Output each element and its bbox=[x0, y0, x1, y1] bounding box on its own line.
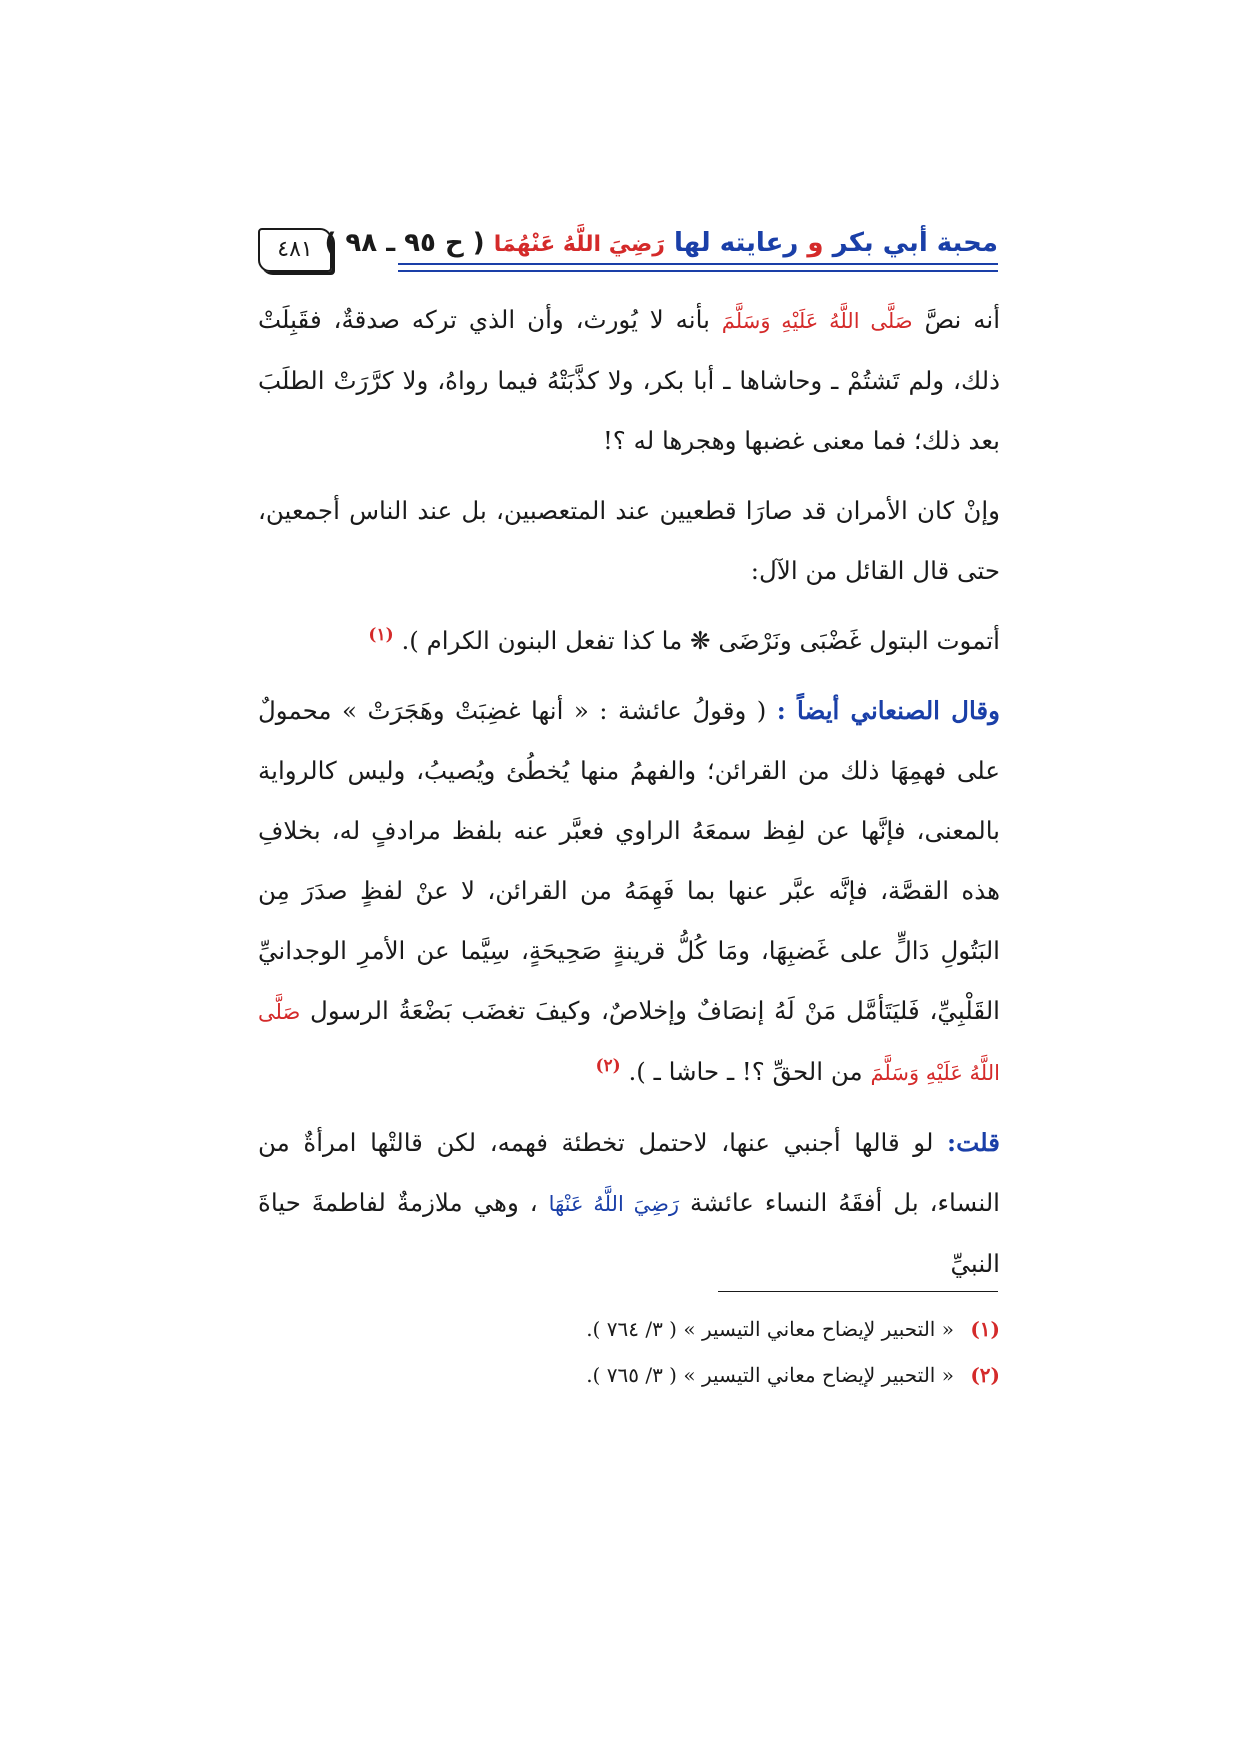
running-header bbox=[258, 228, 998, 272]
quote-lead: وقال الصنعاني أيضاً : bbox=[776, 696, 1000, 725]
header-title-part1: محبة أبي بكر bbox=[832, 228, 998, 258]
header-range: ( ح ٩٥ ـ ٩٨ ) bbox=[324, 228, 485, 258]
footnote-number: (١) bbox=[970, 1317, 1000, 1341]
footnotes bbox=[258, 1306, 1000, 1398]
paragraph-text: أنه نصَّ bbox=[924, 305, 1001, 334]
paragraph bbox=[258, 290, 1000, 471]
poetry-verse bbox=[258, 611, 1000, 671]
running-header-title bbox=[324, 228, 998, 258]
paragraph: وإنْ كان الأمران قد صارَا قطعيين عند المتعصبين، بل عند الناس أجمعين، حتى قال القائل من الآل: bbox=[258, 496, 1000, 585]
paragraph-text: لو قالها أجنبي عنها، لاحتمل تخطئة فهمه، لكن قالتْها امرأةٌ من النساء، بل أفقَهُ النساء عائشة bbox=[258, 1128, 1000, 1217]
footnote-ref-2[interactable]: (٢) bbox=[595, 1055, 621, 1076]
main-text bbox=[258, 290, 1000, 1304]
verse-text: أتموت البتول غَضْبَى ونَرْضَى ❋ ما كذا تفعل البنون الكرام ). bbox=[401, 626, 1000, 655]
footnote-2 bbox=[258, 1352, 1000, 1398]
footnote-text: « التحبير لإيضاح معاني التيسير » ( ٣/ ٧٦٤ ). bbox=[586, 1317, 954, 1341]
paragraph-text: ( وقولُ عائشة : « أنها غضِبَتْ وهَجَرَتْ » محمولٌ على فهمِهَا ذلك من القرائن؛ والفهمُ منها يُخطُئ ويُصيبُ، وليس كالرواية بالمعنى، فإنَّها عن لفِظ سمعَهُ الراوي فعبَّر عنه بلفظ مرادفٍ له، بخلافِ هذه القصَّة، فإنَّه عبَّر عنها بما فَهِمَهُ من القرائن، لا عنْ لفظٍ صدَرَ مِن البَتُولِ دَالٍّ على غَضبِهَا، ومَا كُلُّ قرينةٍ صَحِيحَةٍ، سِيَّما عن الأمرِ الوجدانيِّ القَلْبِيِّ، فَليَتَأمَّل مَنْ لَهُ إنصَافٌ وإخلاصٌ، وكيفَ تغضَب بَضْعَةُ الرسول bbox=[258, 696, 1000, 1025]
footnote-separator bbox=[718, 1291, 998, 1292]
header-title-part2: و bbox=[807, 228, 824, 258]
paragraph-text: من الحقِّ ؟! ـ حاشا ـ ). bbox=[628, 1057, 863, 1086]
paragraph bbox=[258, 1113, 1000, 1294]
footnote-ref-1[interactable]: (١) bbox=[368, 624, 394, 645]
footnote-text: « التحبير لإيضاح معاني التيسير » ( ٣/ ٧٦٥ ). bbox=[586, 1363, 954, 1387]
page-number: ٤٨١ bbox=[258, 228, 332, 272]
author-note-lead: قلت: bbox=[947, 1128, 1000, 1157]
honorific-salutation: صَلَّى اللَّهُ عَلَيْهِ وَسَلَّمَ bbox=[721, 309, 913, 333]
paragraph-text: ، وهي ملازمةٌ لفاطمةَ حياةَ النبيِّ bbox=[258, 1188, 1000, 1278]
header-double-rule bbox=[398, 263, 998, 272]
header-honorific: رَضِيَ اللَّهُ عَنْهُمَا bbox=[493, 232, 665, 257]
header-title-part3: رعايته لها bbox=[673, 228, 799, 258]
paragraph-text: بأنه لا يُورث، وأن الذي تركه صدقةٌ، فقَبِلَتْ ذلك، ولم تَشتُمْ ـ وحاشاها ـ أبا بكر، ولا كذَّبَتْهُ فيما رواهُ، ولا كرَّرَتْ الطلَبَ بعد ذلك؛ فما معنى غضبها وهجرها له ؟! bbox=[258, 305, 1000, 455]
footnote-number: (٢) bbox=[970, 1363, 1000, 1387]
footnote-1 bbox=[258, 1306, 1000, 1352]
paragraph bbox=[258, 681, 1000, 1103]
honorific-radiya: رَضِيَ اللَّهُ عَنْهَا bbox=[548, 1192, 680, 1216]
honorific-salutation: صَلَّى اللَّهُ عَلَيْهِ وَسَلَّمَ bbox=[258, 1000, 1000, 1085]
